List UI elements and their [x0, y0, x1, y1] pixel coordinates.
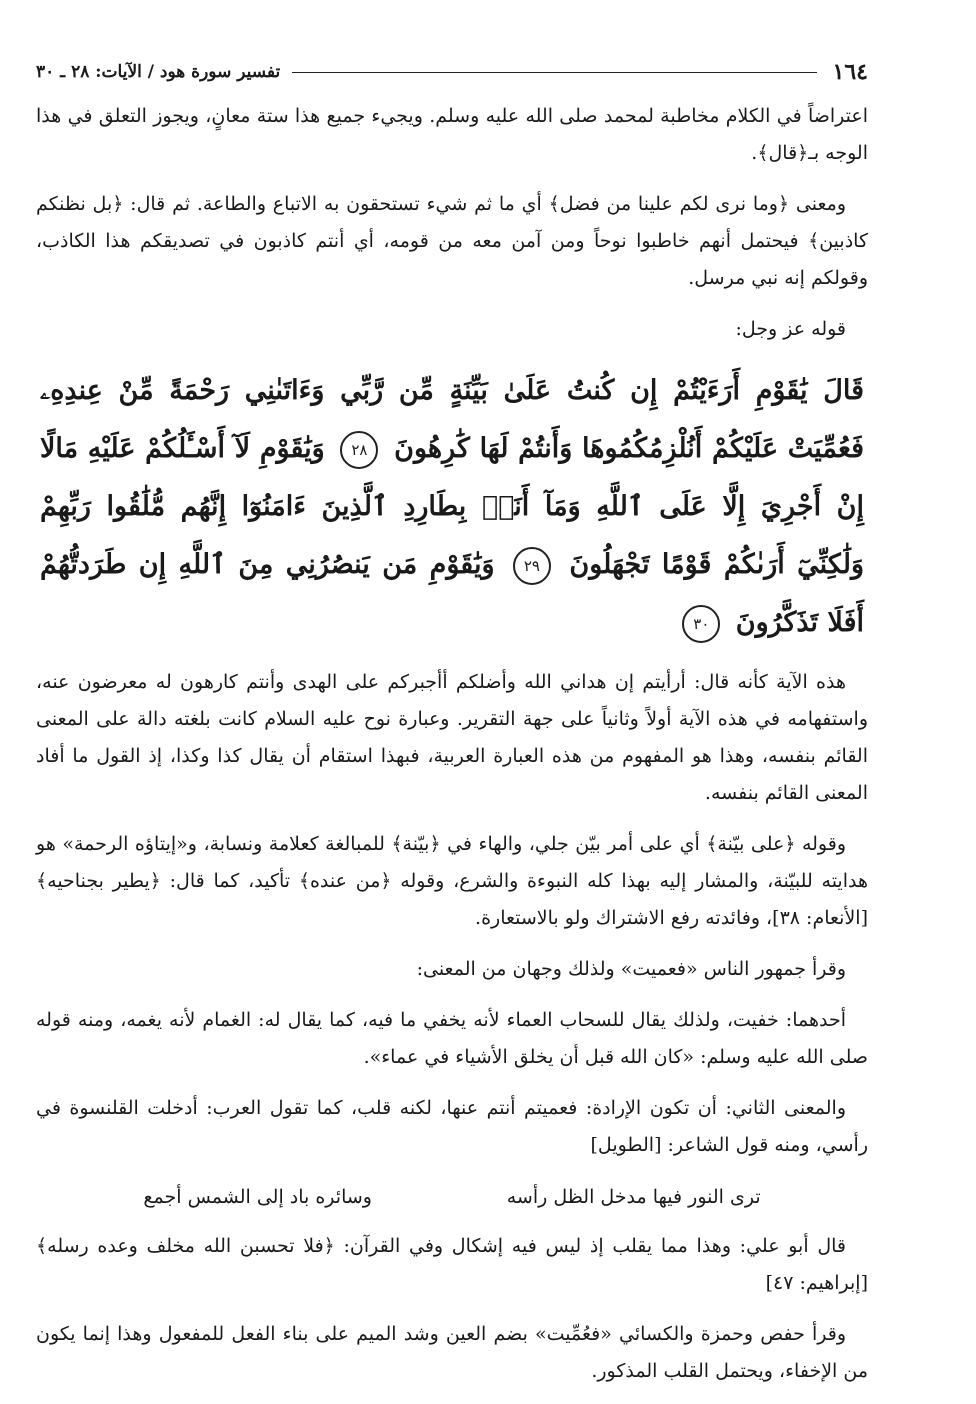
closing-paragraph: قال أبو علي: وهذا مما يقلب إذ ليس فيه إشكال وفي القرآن: ﴿فلا تحسبن الله مخلف وعده رسله﴾ [إبراهيم: ٤٧] — [36, 1235, 868, 1294]
commentary-paragraph: والمعنى الثاني: أن تكون الإرادة: فعميتم أنتم عنها، لكنه قلب، كما تقول العرب: أدخلت القلنسوة في رأسي، ومنه قول الشاعر: [الطويل] — [36, 1097, 868, 1156]
closing-paragraph: وقرأ حفص وحمزة والكسائي «فعُمِّيت» بضم العين وشد الميم على بناء الفعل للمفعول وهذا إنما يكون من الإخفاء، ويحتمل القلب المذكور. — [36, 1323, 868, 1382]
verse-intro: قوله عز وجل: — [735, 318, 846, 340]
quran-verse-28: قَالَ يَٰقَوْمِ أَرَءَيْتُمْ إِن كُنتُ عَلَىٰ بَيِّنَةٍ مِّن رَّبِّي وَءَاتَىٰنِي رَحْمَةً مِّنْ عِندِهِۦ فَعُمِّيَتْ عَلَيْكُمْ أَنُلْزِمُكُمُوهَا وَأَنتُمْ لَهَا كَٰرِهُونَ — [40, 375, 864, 464]
running-title: تفسير سورة هود / الآيات: ٢٨ ـ ٣٠ — [36, 62, 281, 82]
book-page — [36, 52, 868, 1404]
paragraph: اعتراضاً في الكلام مخاطبة لمحمد صلى الله عليه وسلم. ويجيء جميع هذا ستة معانٍ، ويجوز التعلق في هذا الوجه بـ﴿قال﴾. — [36, 105, 868, 164]
header-rule — [292, 72, 816, 73]
commentary-paragraph: أحدهما: خفيت، ولذلك يقال للسحاب العماء لأنه يخفي ما فيه، كما يقال له: الغمام لأنه يغمه، ومنه قوله صلى الله عليه وسلم: «كان الله قبل أن يخلق الأشياء في عماء». — [36, 1009, 868, 1068]
ayah-number-29: ٢٩ — [513, 547, 551, 585]
quran-verse-30: وَيَٰقَوْمِ مَن يَنصُرُنِي مِنَ ٱللَّهِ إِن طَرَدتُّهُمْ أَفَلَا تَذَكَّرُونَ — [40, 549, 864, 638]
commentary-paragraph: هذه الآية كأنه قال: أرأيتم إن هداني الله وأضلكم أأجبركم على الهدى وأنتم كارهون له معرضون عنه، واستفهامه في هذه الآية أولاً وثانياً على جهة التقرير. وعبارة نوح عليه السلام كانت بلغته دالة على المعنى القائم بنفسه، وهذا هو المفهوم من هذه العبارة العربية، فبهذا استقام أن يقال كذا وكذا، إذ القول ما أفاد المعنى القائم بنفسه. — [36, 671, 868, 804]
verse-first-hemistich: ترى النور فيها مدخل الظل رأسه — [506, 1186, 761, 1208]
ayah-number-30: ٣٠ — [682, 605, 720, 643]
commentary-paragraph: وقرأ جمهور الناس «فعميت» ولذلك وجهان من المعنى: — [416, 958, 846, 980]
commentary-paragraph: وقوله ﴿على بيّنة﴾ أي على أمر بيّن جلي، والهاء في ﴿بيّنة﴾ للمبالغة كعلامة ونسابة، و«إيتاؤه الرحمة» هو هدايته للبيّنة، والمشار إليه بهذا كله النبوءة والشرع، وقوله ﴿من عنده﴾ تأكيد، كما قال: ﴿يطير بجناحيه﴾ [الأنعام: ٣٨]، وفائدته رفع الاشتراك ولو بالاستعارة. — [36, 833, 868, 929]
poetry-verse — [36, 1178, 868, 1216]
verse-second-hemistich: وسائره باد إلى الشمس أجمع — [143, 1186, 372, 1208]
paragraph: ومعنى ﴿وما نرى لكم علينا من فضل﴾ أي ما ثم شيء تستحقون به الاتباع والطاعة. ثم قال: ﴿بل نظنكم كاذبين﴾ فيحتمل أنهم خاطبوا نوحاً ومن آمن معه من قومه، أي أنتم كاذبون في تصديقكم هذا الكاذب، وقولكم إنه نبي مرسل. — [36, 193, 868, 289]
quran-verses — [36, 362, 868, 652]
quran-verse-29: وَيَٰقَوْمِ لَآ أَسْـَٔلُكُمْ عَلَيْهِ مَالًا إِنْ أَجْرِيَ إِلَّا عَلَى ٱللَّهِ وَمَآ أَنَا۠ بِطَارِدِ ٱلَّذِينَ ءَامَنُوٓا إِنَّهُم مُّلَٰقُوا رَبِّهِمْ وَلَٰكِنِّيٓ أَرَىٰكُمْ قَوْمًا تَجْهَلُونَ — [40, 433, 865, 580]
ayah-number-28: ٢٨ — [340, 431, 378, 469]
page-header — [36, 52, 868, 92]
page-number: ١٦٤ — [832, 59, 868, 85]
